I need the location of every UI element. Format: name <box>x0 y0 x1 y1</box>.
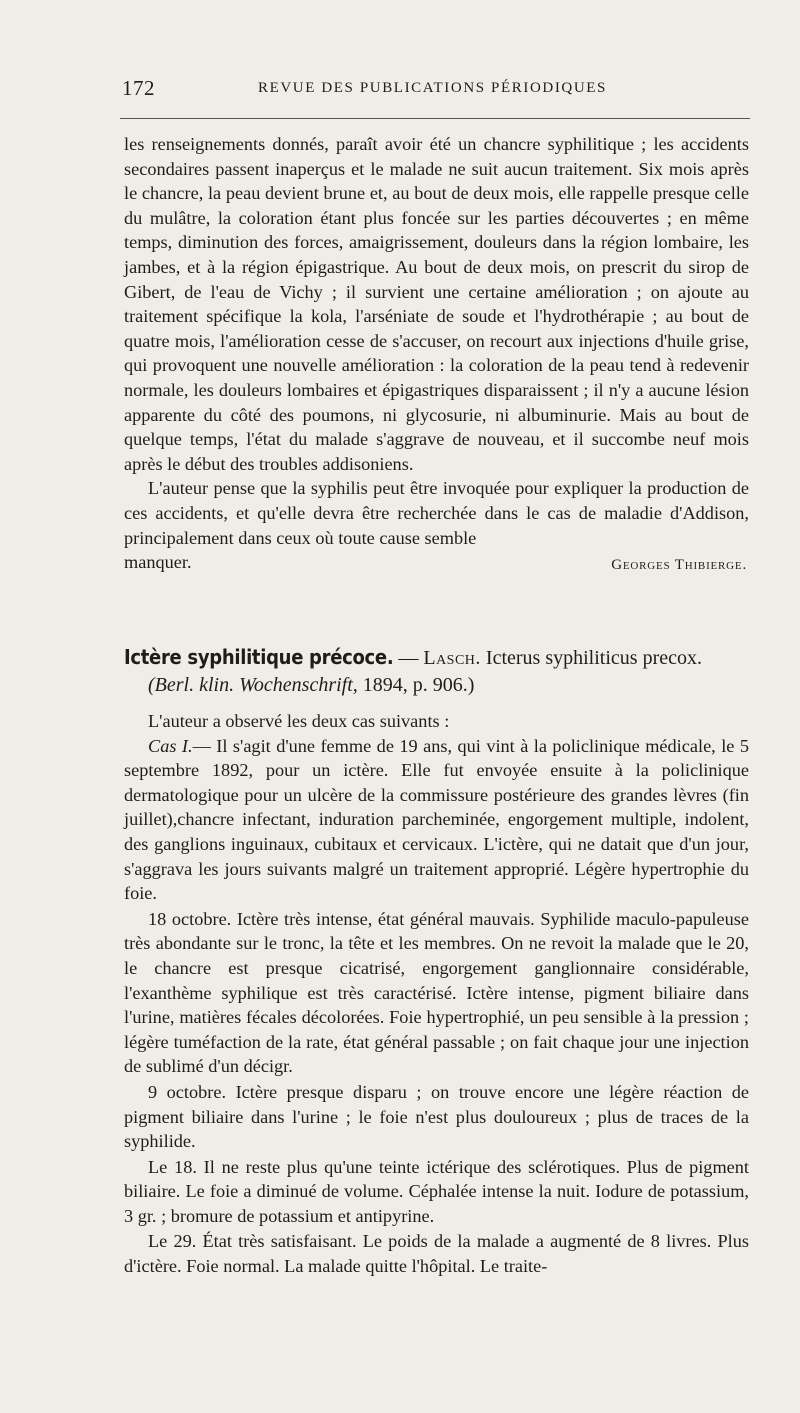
paragraph <box>124 476 749 550</box>
case-text: — Il s'agit d'une femme de 19 ans, qui vint à la policlinique médicale, le 5 septembre 1892, pour un ictère. Elle fut envoyée ensuite à la policlinique dermatologique pour un ulcère de la commissure postérieure des grandes lèvres (fin juillet),chancre infectant, induration parcheminée, engorgement multiple, indolent, des ganglions inguinaux, cubitaux et cervicaux. L'ictère, qui ne datait que d'un jour, s'aggrava les jours suivants malgré un traitement approprié. Légère hypertrophie du foie. <box>124 735 749 904</box>
paragraph: 18 octobre. Ictère très intense, état général mauvais. Syphilide maculo-papuleuse très abondante sur le tronc, la tête et les membres. On ne revoit la malade que le 20, le chancre est presque cicatrisé, engorgement ganglionnaire considérable, l'exanthème syphilique est très caractérisé. Ictère intense, pigment biliaire dans l'urine, matières fécales décolorées. Foie hypertrophié, un peu sensible à la pression ; légère tuméfaction de la rate, état général passable ; on fait chaque jour une injection de sublimé d'un décigr. <box>124 908 749 1077</box>
header-rule <box>120 118 750 119</box>
citation-journal: (Berl. klin. Wochenschrift, <box>148 674 358 696</box>
previous-article-conclusion <box>124 132 749 578</box>
paragraph-end: manquer. <box>124 552 192 573</box>
paragraph: Le 18. Il ne reste plus qu'une teinte ictérique des sclérotiques. Plus de pigment biliaire. Le foie a diminué de volume. Céphalée intense la nuit. Iodure de potassium, 3 gr. ; bromure de potassium et antipyrine. <box>124 1156 749 1226</box>
article-original-title: Icterus syphiliticus precox. <box>480 647 702 669</box>
article-title: Ictère syphilitique précoce. <box>124 645 394 669</box>
article-author: Lasch. <box>423 647 481 669</box>
paragraph: L'auteur a observé les deux cas suivants : <box>148 711 450 731</box>
title-dash: — <box>393 647 424 669</box>
case-label: Cas I. <box>148 735 193 756</box>
page-header <box>120 76 748 104</box>
article-heading <box>124 644 749 699</box>
paragraph-text: L'auteur pense que la syphilis peut être invoquée pour expliquer la production de ces accidents, et qu'elle devra être recherchée dans le cas de maladie d'Addison, principalement dans ceux où toute cause semble <box>124 478 749 548</box>
paragraph: Le 29. État très satisfaisant. Le poids de la malade a augmenté de 8 livres. Plus d'ictère. Foie normal. La malade quitte l'hôpital. Le traite- <box>124 1231 749 1277</box>
author-signature: Georges Thibierge. <box>611 557 747 574</box>
paragraph: 9 octobre. Ictère presque disparu ; on trouve encore une légère réaction de pigment biliaire dans l'urine ; le foie n'est plus douloureux ; plus de traces de la syphilide. <box>124 1081 749 1152</box>
page-number: 172 <box>122 76 155 100</box>
paragraph: les renseignements donnés, paraît avoir été un chancre syphilitique ; les accidents secondaires passent inaperçus et le malade ne suit aucun traitement. Six mois après le chancre, la peau devient brune et, au bout de deux mois, elle rappelle presque celle du mulâtre, la coloration étant plus foncée sur les parties découvertes ; en même temps, diminution des forces, amaigrissement, douleurs dans la région lombaire, les jambes, et à la région épigastrique. Au bout de deux mois, on prescrit du sirop de Gibert, de l'eau de Vichy ; il survient une certaine amélioration ; on ajoute au traitement spécifique la kola, l'arséniate de soude et l'hydrothérapie ; au bout de quatre mois, l'amélioration cesse de s'accuser, on recourt aux injections d'huile grise, qui provoquent une nouvelle amélioration : la coloration de la peau tend à redevenir normale, les douleurs lombaires et épigastriques disparaissent ; il n'y a aucune lésion apparente du côté des poumons, ni glycosurie, ni albuminurie. Mais au bout de quelque temps, l'état du malade s'aggrave de nouveau, et il succombe neuf mois après le début des troubles addisoniens. <box>124 134 749 474</box>
citation-details: 1894, p. 906.) <box>357 674 475 696</box>
running-title: REVUE DES PUBLICATIONS PÉRIODIQUES <box>258 80 607 96</box>
article-body <box>124 709 749 1279</box>
paragraph <box>124 734 749 906</box>
signature-line <box>124 550 749 578</box>
article-citation <box>124 672 749 699</box>
